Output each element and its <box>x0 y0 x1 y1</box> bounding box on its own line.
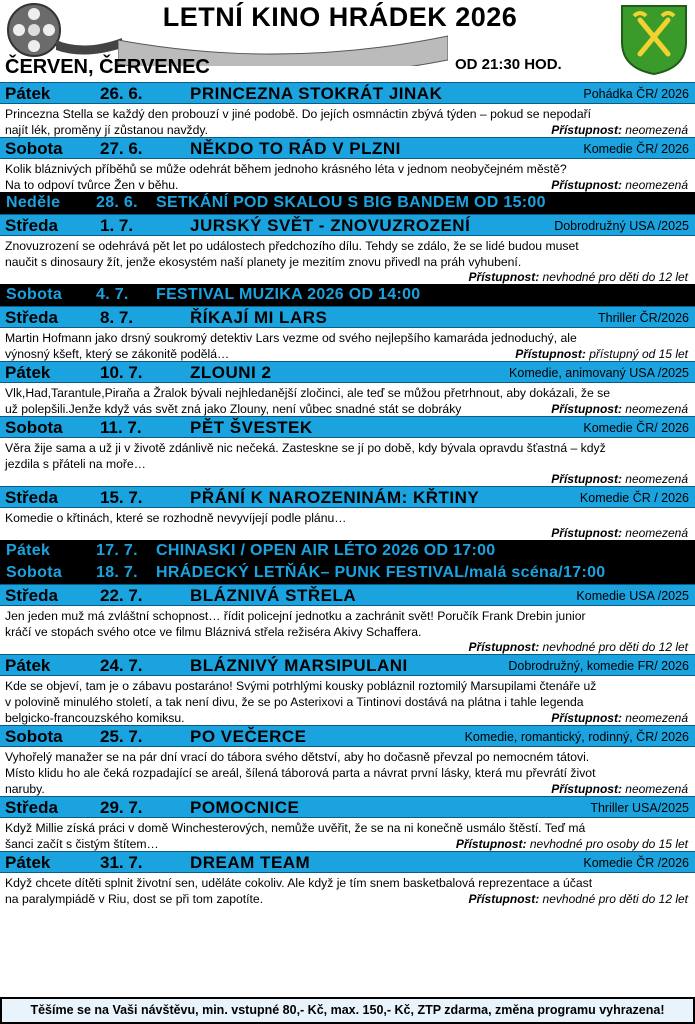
movie-date: 1. 7. <box>100 216 134 235</box>
accessibility-label: Přístupnost: <box>468 892 540 906</box>
description-line: na paralympiádě v Riu, dost se při tom zapotíte. <box>5 892 264 906</box>
movie-date: 10. 7. <box>100 363 143 382</box>
description-line: v polovině minulého století, a tak není divu, že se po Asterixovi a Tintinovi dostává na plátna i tahle legenda <box>5 695 584 709</box>
accessibility-value: nevhodné pro děti do 12 let <box>539 892 688 906</box>
accessibility-value: nevhodné pro děti do 12 let <box>539 640 688 654</box>
movie-day: Sobota <box>5 418 63 437</box>
movie-date: 24. 7. <box>100 656 143 675</box>
movie-title: NĚKDO TO RÁD V PLZNI <box>190 139 401 158</box>
movie-bar <box>0 725 695 747</box>
film-reel-icon <box>4 2 122 58</box>
movie-description <box>0 508 695 540</box>
accessibility-note <box>5 472 691 486</box>
movie-title: PŘÁNÍ K NAROZENINÁM: KŘTINY <box>190 488 480 507</box>
description-line: Kde se objeví, tam je o zábavu postaráno! Svými potrhlými kousky pobláznil roztomilý Marsupilami čtenáře už <box>5 679 597 693</box>
movie-description <box>0 159 695 192</box>
movie-genre: Thriller ČR/2026 <box>597 311 689 325</box>
event-bar <box>0 540 695 562</box>
description-line: výnosný kšeft, který se zákonitě podělá… <box>5 347 230 361</box>
movie-description <box>0 818 695 851</box>
movie-day: Pátek <box>5 853 51 872</box>
description-line: šanci začít s čistým štítem… <box>5 837 159 851</box>
page-subtitle: ČERVEN, ČERVENEC <box>5 56 210 78</box>
accessibility-value: neomezená <box>621 123 688 137</box>
movie-title: POMOCNICE <box>190 798 300 817</box>
accessibility-label: Přístupnost: <box>468 640 540 654</box>
program-list <box>0 82 695 906</box>
movie-title: DREAM TEAM <box>190 853 311 872</box>
event-bar <box>0 562 695 584</box>
accessibility-note <box>5 526 691 540</box>
description-line: Na to odpoví tvůrce Žen v běhu. <box>5 178 179 192</box>
accessibility-label: Přístupnost: <box>551 402 622 416</box>
movie-genre: Pohádka ČR/ 2026 <box>583 87 689 101</box>
movie-bar <box>0 416 695 438</box>
movie-description <box>0 236 695 284</box>
description-line: už polepšili.Jenže když vás svět zná jako Zlouny, není vůbec snadné stát se dobráky <box>5 402 462 416</box>
accessibility-label: Přístupnost: <box>551 178 622 192</box>
movie-bar <box>0 584 695 606</box>
accessibility-value: neomezená <box>621 178 688 192</box>
movie-bar <box>0 137 695 159</box>
movie-bar <box>0 306 695 328</box>
accessibility-label: Přístupnost: <box>468 270 540 284</box>
movie-bar <box>0 796 695 818</box>
movie-day: Pátek <box>5 656 51 675</box>
accessibility-label: Přístupnost: <box>455 837 527 851</box>
movie-date: 8. 7. <box>100 308 134 327</box>
event-day: Neděle <box>6 194 61 211</box>
description-line: Jen jeden muž má zvláštní schopnost… řídit policejní jednotku a zachránit svět! Poručík Frank Drebin junior <box>5 609 586 623</box>
movie-title: PĚT ŠVESTEK <box>190 418 313 437</box>
movie-title: JURSKÝ SVĚT - ZNOVUZROZENÍ <box>190 216 471 235</box>
movie-bar <box>0 654 695 676</box>
movie-day: Středa <box>5 488 58 507</box>
movie-title: BLÁZNIVÁ STŘELA <box>190 586 357 605</box>
description-line: jezdila s přáteli na moře… <box>5 457 146 471</box>
accessibility-label: Přístupnost: <box>551 526 622 540</box>
description-line: Věra žije sama a už ji v životě zdánlivě nic nečeká. Zasteskne se jí po době, kdy bývala opravdu šťastná – když <box>5 441 606 455</box>
movie-genre: Komedie, animovaný USA /2025 <box>509 366 689 380</box>
accessibility-label: Přístupnost: <box>551 782 622 796</box>
event-date: 18. 7. <box>96 564 138 581</box>
movie-title: PRINCEZNA STOKRÁT JINAK <box>190 84 443 103</box>
movie-day: Středa <box>5 586 58 605</box>
start-time: OD 21:30 HOD. <box>455 56 562 73</box>
movie-description <box>0 676 695 725</box>
accessibility-value: neomezená <box>621 472 688 486</box>
movie-description <box>0 438 695 486</box>
movie-title: ŘÍKAJÍ MI LARS <box>190 308 328 327</box>
description-line: Místo klidu ho ale čeká rozpadající se areál, šílená táborová parta a návrat první lásky, která mu převrátí život <box>5 766 596 780</box>
event-day: Sobota <box>6 564 63 581</box>
event-day: Pátek <box>6 542 51 559</box>
description-line: Komedie o křtinách, které se rozhodně nevyvíjejí podle plánu… <box>5 511 347 525</box>
movie-day: Středa <box>5 798 58 817</box>
movie-description <box>0 328 695 361</box>
coat-of-arms-icon <box>618 2 690 76</box>
movie-genre: Komedie ČR/ 2026 <box>583 421 689 435</box>
header <box>0 0 695 82</box>
accessibility-note <box>5 640 691 654</box>
movie-date: 26. 6. <box>100 84 143 103</box>
movie-genre: Dobrodružný, komedie FR/ 2026 <box>508 659 689 673</box>
event-title: CHINASKI / OPEN AIR LÉTO 2026 OD 17:00 <box>156 542 496 559</box>
description-line: Kolik bláznivých příběhů se může odehrát během jednoho krásného léta v jednom neobyčejném městě? <box>5 162 567 176</box>
accessibility-value: přístupný od 15 let <box>585 347 688 361</box>
description-line: Princezna Stella se každý den probouzí v jiné podobě. Do jejích osmnáctin zbývá týden – pokud se nepodaří <box>5 107 592 121</box>
movie-genre: Komedie ČR / 2026 <box>579 491 689 505</box>
accessibility-value: neomezená <box>621 711 688 725</box>
movie-genre: Komedie ČR/ 2026 <box>583 142 689 156</box>
accessibility-note <box>5 782 691 796</box>
movie-date: 29. 7. <box>100 798 143 817</box>
description-line: Když chcete dítěti splnit životní sen, uděláte cokoliv. Ale když je tím snem basketbalová reprezentace a účast <box>5 876 593 890</box>
event-bar <box>0 284 695 306</box>
description-line: Vlk,Had,Tarantule,Piraňa a Žralok bývali nejhledanější zločinci, ale teď se můžou přetrhnout, aby dokázali, že se <box>5 386 610 400</box>
accessibility-value: nevhodné pro děti do 12 let <box>539 270 688 284</box>
movie-date: 11. 7. <box>100 418 142 437</box>
description-line: najít lék, proměny jí zůstanou navždy. <box>5 123 209 137</box>
movie-date: 27. 6. <box>100 139 143 158</box>
movie-description <box>0 606 695 654</box>
movie-date: 31. 7. <box>100 853 143 872</box>
event-date: 4. 7. <box>96 286 129 303</box>
movie-genre: Komedie ČR /2026 <box>583 856 689 870</box>
event-title: HRÁDECKÝ LETŇÁK– PUNK FESTIVAL/malá scéna/17:00 <box>156 564 606 581</box>
movie-bar <box>0 486 695 508</box>
movie-day: Sobota <box>5 727 63 746</box>
movie-genre: Dobrodružný USA /2025 <box>554 219 689 233</box>
accessibility-label: Přístupnost: <box>551 472 622 486</box>
movie-genre: Komedie USA /2025 <box>576 589 689 603</box>
movie-day: Středa <box>5 216 58 235</box>
movie-genre: Thriller USA/2025 <box>590 801 689 815</box>
accessibility-label: Přístupnost: <box>551 123 622 137</box>
description-line: Vyhořelý manažer se na pár dní vrací do tábora svého dětství, aby ho dočasně převzal po nemocném tátovi. <box>5 750 590 764</box>
movie-day: Sobota <box>5 139 63 158</box>
movie-date: 22. 7. <box>100 586 143 605</box>
accessibility-value: neomezená <box>621 402 688 416</box>
movie-bar <box>0 851 695 873</box>
event-date: 17. 7. <box>96 542 138 559</box>
movie-date: 15. 7. <box>100 488 143 507</box>
movie-date: 25. 7. <box>100 727 143 746</box>
accessibility-value: neomezená <box>621 526 688 540</box>
movie-title: ZLOUNI 2 <box>190 363 272 382</box>
movie-bar <box>0 82 695 104</box>
movie-description <box>0 873 695 906</box>
accessibility-label: Přístupnost: <box>515 347 586 361</box>
page-title: LETNÍ KINO HRÁDEK 2026 <box>162 2 518 32</box>
description-line: naučit s dinosaury žít, jenže ekosystém naší planety je mezitím znovu přivedl na práh vyhubení. <box>5 255 522 269</box>
description-line: Martin Hofmann jako drsný soukromý detektiv Lars vezme od svého nejlepšího kamaráda jednoduchý, ale <box>5 331 577 345</box>
movie-genre: Komedie, romantický, rodinný, ČR/ 2026 <box>464 730 689 744</box>
description-line: naruby. <box>5 782 45 796</box>
description-line: Znovuzrození se odehrává pět let po událostech předchozího dílu. Tehdy se zdálo, že se lidé budou muset <box>5 239 579 253</box>
event-title: SETKÁNÍ POD SKALOU S BIG BANDEM OD 15:00 <box>156 194 546 211</box>
movie-bar <box>0 214 695 236</box>
event-date: 28. 6. <box>96 194 138 211</box>
movie-description <box>0 383 695 416</box>
movie-title: BLÁZNIVÝ MARSIPULANI <box>190 656 408 675</box>
accessibility-value: neomezená <box>621 782 688 796</box>
accessibility-label: Přístupnost: <box>551 711 622 725</box>
footer-note: Těšíme se na Vaši návštěvu, min. vstupné 80,- Kč, max. 150,- Kč, ZTP zdarma, změna programu vyhrazena! <box>0 997 695 1024</box>
event-day: Sobota <box>6 286 63 303</box>
movie-title: PO VEČERCE <box>190 727 307 746</box>
description-line: Když Millie získá práci v domě Winchesterových, nemůže uvěřit, že se na ni konečně usmálo štěstí. Teď má <box>5 821 586 835</box>
movie-day: Pátek <box>5 363 51 382</box>
accessibility-value: nevhodné pro osoby do 15 let <box>526 837 688 851</box>
movie-bar <box>0 361 695 383</box>
movie-day: Pátek <box>5 84 51 103</box>
event-bar <box>0 192 695 214</box>
accessibility-note <box>5 270 691 284</box>
movie-day: Středa <box>5 308 58 327</box>
event-title: FESTIVAL MUZIKA 2026 OD 14:00 <box>156 286 421 303</box>
movie-description <box>0 104 695 137</box>
description-line: belgicko-francouzského komiksu. <box>5 711 185 725</box>
description-line: kráčí ve stopách svého otce ve filmu Bláznivá střela režiséra Akivy Schaffera. <box>5 625 422 639</box>
movie-description <box>0 747 695 796</box>
